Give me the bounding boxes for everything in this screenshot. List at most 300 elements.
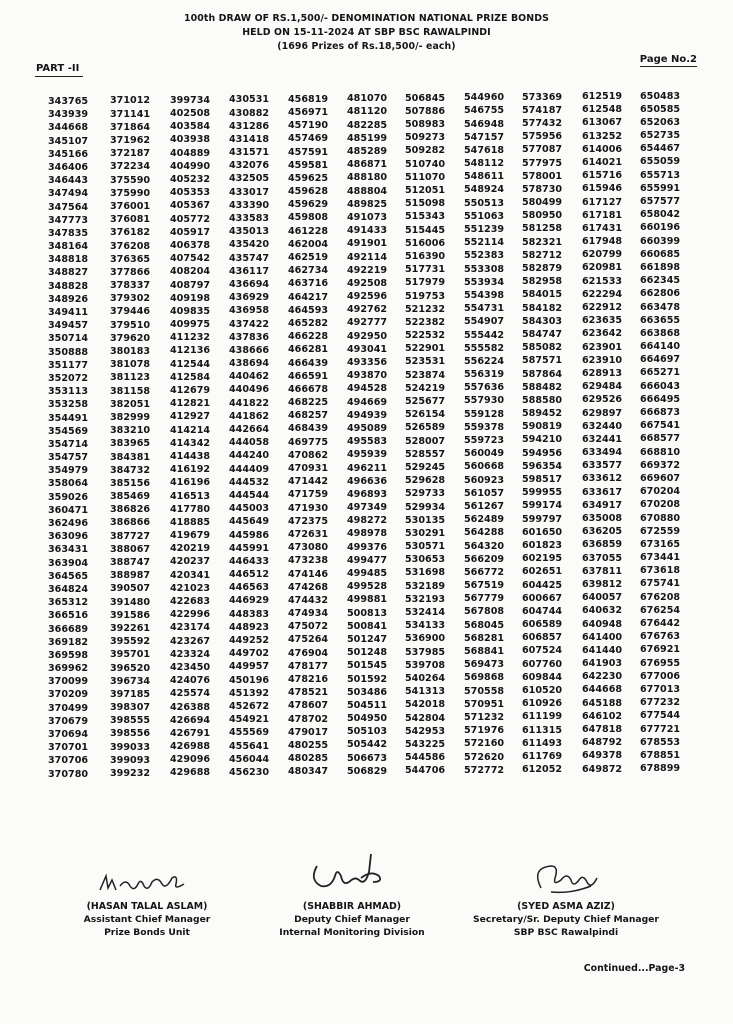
bond-number: 662806: [640, 288, 681, 300]
signature-block-hasan: [62, 868, 232, 939]
bond-number: 370679: [48, 715, 89, 727]
bond-number: 646102: [582, 710, 623, 722]
bond-number: 345166: [48, 148, 89, 160]
bond-number: 602195: [522, 553, 563, 565]
bond-number: 371962: [110, 135, 151, 146]
bond-number: 522532: [405, 330, 446, 342]
bond-number: 617431: [582, 222, 623, 234]
bond-number: 589452: [522, 408, 563, 420]
bond-number: 632441: [582, 433, 623, 445]
bond-number: 347494: [48, 188, 89, 200]
bond-column: [110, 94, 150, 780]
bond-number: 640057: [582, 592, 623, 604]
bond-number: 435420: [229, 239, 270, 251]
bond-number: 677006: [640, 670, 681, 682]
bond-number: 537985: [405, 646, 446, 658]
bond-number: 462734: [288, 265, 329, 277]
bond-number: 466678: [288, 383, 329, 395]
bond-number: 459625: [288, 172, 329, 184]
bond-number: 433017: [229, 186, 270, 198]
bond-number: 529245: [405, 461, 446, 473]
bond-number: 649378: [582, 750, 623, 762]
bond-number: 528007: [405, 435, 446, 447]
bond-number: 406378: [170, 239, 211, 251]
bond-number: 493041: [347, 343, 388, 355]
bond-number: 386826: [110, 504, 151, 516]
bond-number: 445991: [229, 542, 270, 554]
bond-number: 499881: [347, 594, 388, 606]
bond-number: 629526: [582, 394, 623, 406]
bond-number: 362496: [48, 518, 89, 529]
bond-number: 599174: [522, 500, 563, 512]
bond-number: 555442: [464, 329, 505, 341]
bond-number: 623642: [582, 328, 623, 340]
bond-column: [464, 91, 504, 777]
bond-number: 670880: [640, 512, 681, 524]
bond-number: 642230: [582, 671, 623, 683]
bond-number: 524219: [405, 382, 446, 394]
bond-number: 344668: [48, 122, 89, 134]
bond-number: 376001: [110, 200, 151, 212]
bond-number: 444058: [229, 437, 270, 449]
bond-number: 370780: [48, 768, 89, 780]
bond-number: 554398: [464, 289, 505, 301]
bond-number: 345107: [48, 135, 89, 147]
bond-number: 478177: [288, 660, 329, 672]
bond-number: 532414: [405, 607, 446, 618]
bond-number: 505442: [347, 739, 388, 751]
bond-number: 398555: [110, 715, 151, 727]
bond-number: 599797: [522, 513, 563, 525]
bond-number: 634917: [582, 499, 623, 511]
bond-number: 391480: [110, 596, 151, 608]
bond-number: 607524: [522, 645, 563, 657]
bond-number: 644668: [582, 684, 623, 696]
bond-number: 548112: [464, 158, 505, 170]
bond-number: 405353: [170, 187, 211, 199]
bond-number: 542953: [405, 725, 446, 737]
bond-number: 515098: [405, 198, 446, 210]
bond-number: 676921: [640, 644, 681, 656]
bond-number: 544960: [464, 92, 505, 104]
bond-number: 584747: [522, 328, 563, 340]
bond-number: 492508: [347, 277, 388, 289]
bond-number: 622912: [582, 302, 623, 314]
bond-number: 556224: [464, 355, 505, 367]
bond-number: 660399: [640, 235, 681, 247]
bond-number: 495089: [347, 422, 388, 434]
bond-number: 471930: [288, 502, 329, 514]
bond-number: 554907: [464, 316, 505, 328]
bond-number: 446929: [229, 595, 270, 607]
bond-number: 448923: [229, 621, 270, 633]
signatory-title: Secretary/Sr. Deputy Chief Manager: [473, 914, 659, 925]
bond-number: 354491: [48, 412, 89, 424]
bond-number: 452672: [229, 700, 270, 712]
bond-number: 677232: [640, 697, 681, 709]
bond-number: 665271: [640, 367, 681, 379]
bond-number: 369962: [48, 663, 89, 675]
bond-number: 398556: [110, 728, 151, 740]
bond-number: 392261: [110, 622, 151, 634]
bond-number: 675741: [640, 578, 681, 590]
bond-number: 628913: [582, 367, 623, 379]
bond-number: 414214: [170, 424, 211, 436]
bond-number: 615946: [582, 183, 623, 195]
bond-number: 444409: [229, 463, 270, 475]
signatory-name: (SYED ASMA AZIZ): [517, 901, 615, 912]
bond-number: 426988: [170, 741, 211, 753]
bond-number: 404889: [170, 147, 211, 159]
bond-number: 405772: [170, 213, 211, 225]
bond-number: 604744: [522, 605, 563, 617]
bond-number: 542018: [405, 699, 446, 711]
bond-number: 622294: [582, 288, 623, 300]
bond-number: 445649: [229, 516, 270, 528]
bond-number: 370499: [48, 702, 89, 714]
bond-number: 457190: [288, 120, 329, 132]
bond-number: 375590: [110, 174, 151, 186]
bond-number: 471442: [288, 476, 329, 488]
bond-number: 636859: [582, 539, 623, 551]
bond-number: 547618: [464, 144, 505, 156]
bond-number: 499528: [347, 581, 388, 593]
bond-number: 422996: [170, 609, 211, 621]
bond-number: 569473: [464, 659, 505, 671]
bond-number: 441822: [229, 397, 270, 409]
bond-number: 530291: [405, 527, 446, 539]
bond-number: 666495: [640, 393, 681, 405]
bond-number: 544706: [405, 765, 446, 777]
bond-column: [582, 90, 622, 776]
bond-number: 571232: [464, 711, 505, 723]
bond-number: 522901: [405, 343, 446, 355]
bond-number: 485199: [347, 132, 388, 144]
bond-number: 561057: [464, 487, 505, 499]
signatory-unit: Internal Monitoring Division: [279, 927, 425, 938]
bond-number: 661898: [640, 261, 681, 273]
bond-number: 617127: [582, 196, 623, 208]
bond-number: 431286: [229, 120, 270, 132]
bond-number: 348926: [48, 293, 89, 305]
bond-number: 436117: [229, 265, 270, 277]
bond-number: 478702: [288, 713, 329, 725]
bond-number: 376208: [110, 240, 151, 252]
bond-number: 494669: [347, 396, 388, 408]
bond-number: 371141: [110, 108, 151, 120]
bond-number: 594956: [522, 447, 563, 459]
bond-number: 541313: [405, 686, 446, 698]
bond-number: 399033: [110, 741, 151, 753]
bond-number: 677544: [640, 710, 681, 722]
bond-number: 491073: [347, 211, 388, 223]
bond-number: 495583: [347, 436, 388, 448]
bond-number: 388747: [110, 557, 151, 568]
bond-number: 388067: [110, 543, 151, 555]
bond-number: 602651: [522, 566, 563, 578]
bond-number: 641400: [582, 631, 623, 643]
bond-number: 609844: [522, 671, 563, 683]
bond-number: 573369: [522, 91, 563, 103]
bond-column: [229, 93, 269, 779]
bond-number: 632440: [582, 420, 623, 432]
bond-number: 457591: [288, 146, 329, 158]
bond-number: 412584: [170, 371, 211, 383]
bond-number: 436958: [229, 305, 270, 317]
bond-number: 409198: [170, 292, 211, 304]
bond-number: 431571: [229, 147, 270, 159]
bond-number: 375990: [110, 187, 151, 199]
bond-number: 449252: [229, 635, 270, 647]
bond-number: 492950: [347, 330, 388, 342]
bond-number: 491433: [347, 225, 388, 237]
bond-number: 667541: [640, 420, 681, 432]
bond-number: 536900: [405, 633, 446, 645]
bond-number: 354569: [48, 425, 89, 437]
bond-number: 629484: [582, 381, 623, 393]
bond-number: 664140: [640, 341, 681, 353]
bond-number: 461228: [288, 225, 329, 237]
bond-number: 412544: [170, 358, 211, 370]
bond-column: [405, 92, 445, 778]
bond-number: 532193: [405, 593, 446, 605]
bond-number: 474934: [288, 608, 329, 620]
bond-number: 501248: [347, 647, 388, 659]
bond-number: 449702: [229, 648, 270, 660]
bond-number: 425574: [170, 688, 211, 700]
bond-number: 580499: [522, 197, 563, 209]
bond-number: 678553: [640, 736, 681, 748]
bond-number: 343939: [48, 109, 89, 121]
bond-number: 600667: [522, 592, 563, 604]
bond-number: 347835: [48, 227, 89, 239]
bond-number: 658042: [640, 209, 681, 221]
bond-number: 673441: [640, 552, 681, 564]
bond-number: 381123: [110, 372, 151, 384]
bond-number: 348818: [48, 254, 89, 266]
bond-number: 582321: [522, 236, 563, 248]
bond-number: 570558: [464, 685, 505, 697]
bond-number: 354979: [48, 465, 89, 477]
bond-number: 399232: [110, 768, 151, 779]
bond-number: 542804: [405, 712, 446, 724]
bond-number: 416513: [170, 490, 211, 502]
bond-number: 409975: [170, 319, 211, 331]
bond-number: 450196: [229, 674, 270, 686]
bond-number: 420237: [170, 556, 211, 568]
bond-number: 455569: [229, 727, 270, 739]
bond-number: 519753: [405, 290, 446, 302]
bond-number: 568281: [464, 632, 505, 644]
signatory-name: (HASAN TALAL ASLAM): [86, 901, 208, 912]
bond-number: 476904: [288, 647, 329, 659]
bond-number: 482285: [347, 119, 388, 131]
bond-number: 637811: [582, 565, 623, 577]
bond-number: 422683: [170, 596, 211, 608]
bond-number: 640632: [582, 605, 623, 617]
bond-number: 385156: [110, 477, 151, 489]
bond-number: 480255: [288, 739, 329, 751]
bond-number: 349411: [48, 307, 89, 318]
bond-number: 648792: [582, 737, 623, 749]
bond-number: 441862: [229, 410, 270, 422]
bond-number: 402508: [170, 108, 211, 120]
bond-number: 346443: [48, 175, 89, 187]
bond-number: 418885: [170, 516, 211, 528]
bond-number: 578730: [522, 183, 563, 195]
bond-number: 463716: [288, 278, 329, 290]
bond-number: 496636: [347, 475, 388, 487]
bond-number: 655713: [640, 169, 681, 181]
bond-number: 369598: [48, 649, 89, 661]
bond-number: 474432: [288, 594, 329, 606]
bond-number: 492596: [347, 291, 388, 303]
bond-number: 517731: [405, 264, 446, 276]
bond-number: 488180: [347, 172, 388, 184]
bond-number: 509273: [405, 132, 446, 144]
signatory-unit: Prize Bonds Unit: [104, 927, 190, 938]
bond-number: 601650: [522, 526, 563, 538]
bond-number: 412821: [170, 398, 211, 410]
bond-number: 456044: [229, 753, 270, 765]
bond-number: 529934: [405, 501, 446, 513]
bond-number: 494939: [347, 409, 388, 421]
bond-number: 395592: [110, 636, 151, 648]
bond-column: [640, 90, 680, 776]
bond-number: 577432: [522, 117, 563, 129]
bond-number: 440462: [229, 371, 270, 383]
bond-number: 660685: [640, 248, 681, 260]
signature-shabbir-icon: [297, 848, 407, 898]
bond-number: 655059: [640, 156, 681, 168]
bond-number: 499485: [347, 568, 388, 579]
bond-number: 376081: [110, 214, 151, 226]
bond-number: 462519: [288, 252, 329, 264]
bond-number: 407542: [170, 253, 211, 265]
bond-number: 492114: [347, 251, 388, 263]
bond-number: 639812: [582, 578, 623, 590]
bond-number: 611769: [522, 750, 563, 762]
bond-number: 379302: [110, 293, 151, 305]
bond-number: 382051: [110, 398, 151, 410]
bond-number: 376182: [110, 227, 151, 239]
bond-number: 445003: [229, 503, 270, 515]
bond-number: 464593: [288, 304, 329, 316]
bond-number: 539708: [405, 659, 446, 671]
bond-number: 501545: [347, 660, 388, 672]
bond-column: [170, 94, 210, 780]
bond-number: 523531: [405, 356, 446, 368]
bond-number: 481070: [347, 93, 388, 105]
bond-number: 408797: [170, 279, 211, 291]
bond-number: 572772: [464, 764, 505, 776]
bond-number: 480285: [288, 753, 329, 765]
bond-number: 397185: [110, 688, 151, 700]
bond-number: 546948: [464, 118, 505, 130]
bond-number: 606857: [522, 632, 563, 644]
bond-number: 512051: [405, 185, 446, 196]
bond-number: 370701: [48, 742, 89, 754]
bond-number: 379620: [110, 332, 151, 344]
bond-number: 366516: [48, 610, 89, 622]
bond-number: 348164: [48, 241, 89, 253]
bond-number: 370706: [48, 755, 89, 767]
bond-number: 501247: [347, 633, 388, 645]
bond-number: 497349: [347, 502, 388, 514]
bond-number: 669607: [640, 472, 681, 484]
bond-number: 470862: [288, 449, 329, 461]
bond-column: [347, 92, 387, 778]
bond-number: 475072: [288, 621, 329, 633]
bond-number: 553934: [464, 276, 505, 288]
bond-number: 507886: [405, 105, 446, 117]
bond-number: 532189: [405, 580, 446, 592]
bond-number: 459628: [288, 186, 329, 198]
bond-number: 551063: [464, 210, 505, 222]
bond-number: 647818: [582, 724, 623, 736]
bond-number: 504511: [347, 699, 388, 711]
bond-number: 617948: [582, 236, 623, 248]
bond-number: 614021: [582, 156, 623, 168]
bond-number: 677013: [640, 683, 681, 695]
bond-number: 611493: [522, 737, 563, 749]
bond-number: 617181: [582, 209, 623, 221]
bond-number: 468225: [288, 397, 329, 409]
bond-number: 657577: [640, 196, 681, 207]
bond-number: 574187: [522, 104, 563, 116]
bond-number: 678899: [640, 763, 681, 775]
bond-number: 478521: [288, 687, 329, 699]
bond-number: 636205: [582, 526, 623, 538]
bond-number: 370209: [48, 689, 89, 701]
bond-column: [522, 91, 562, 777]
bond-number: 363431: [48, 544, 89, 556]
bond-number: 444532: [229, 476, 270, 488]
bond-number: 612548: [582, 104, 623, 116]
bond-number: 370694: [48, 729, 89, 740]
bond-number: 559378: [464, 421, 505, 433]
bond-number: 412927: [170, 411, 211, 423]
bond-number: 668810: [640, 446, 681, 458]
bond-number: 543225: [405, 738, 446, 750]
bond-number: 403584: [170, 121, 211, 133]
bond-number: 567519: [464, 580, 505, 592]
bond-number: 431418: [229, 133, 270, 145]
bond-number: 612519: [582, 91, 623, 103]
bond-number: 471759: [288, 489, 329, 501]
bond-number: 381158: [110, 385, 151, 397]
bond-number: 614006: [582, 143, 623, 155]
bond-number: 582879: [522, 263, 563, 275]
bond-number: 354714: [48, 438, 89, 450]
bond-number: 468439: [288, 423, 329, 435]
bond-number: 633577: [582, 460, 623, 472]
bond-number: 462004: [288, 238, 329, 250]
bond-number: 363904: [48, 557, 89, 569]
bond-number: 437836: [229, 331, 270, 343]
bond-number: 612052: [522, 764, 563, 776]
bond-number: 429688: [170, 767, 211, 779]
bond-number: 348827: [48, 267, 89, 279]
bond-number: 511070: [405, 171, 446, 183]
prize-count: (1696 Prizes of Rs.18,500/- each): [277, 41, 456, 52]
bond-number: 557636: [464, 382, 505, 394]
bond-number: 655991: [640, 182, 681, 194]
bond-number: 581258: [522, 223, 563, 235]
bond-number: 495939: [347, 449, 388, 461]
bond-number: 596354: [522, 460, 563, 472]
bond-number: 530653: [405, 554, 446, 566]
